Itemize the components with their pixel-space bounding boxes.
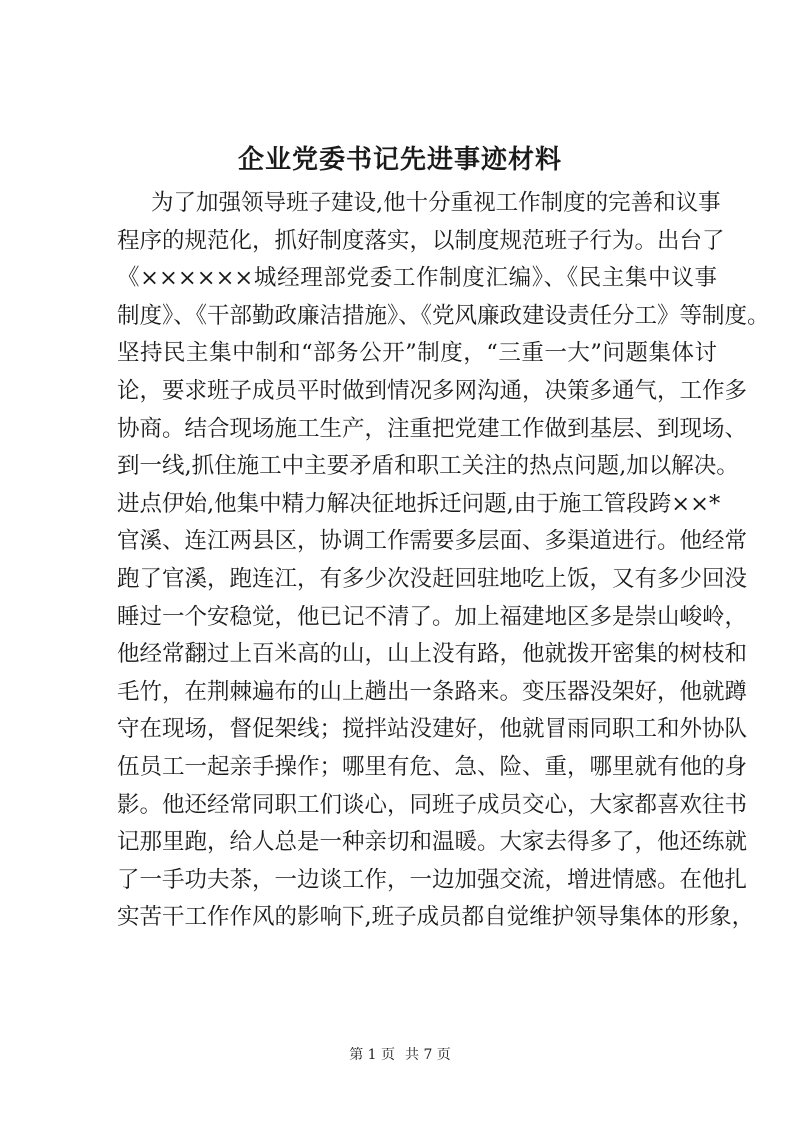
text-line: 协商。结合现场施工生产，注重把党建工作做到基层、到现场、 (117, 415, 748, 442)
text-line: 毛竹，在荆棘遍布的山上趟出一条路来。变压器没架好，他就蹲 (117, 678, 748, 705)
text-line: 守在现场，督促架线；搅拌站没建好，他就冒雨同职工和外协队 (117, 716, 748, 743)
text-line: 跑了官溪，跑连江，有多少次没赶回驻地吃上饭，又有多少回没 (117, 565, 748, 592)
text-line: 《××××××城经理部党委工作制度汇编》、《民主集中议事 (117, 265, 717, 292)
page-number: 第 1 页 (349, 1047, 395, 1063)
text-line: 官溪、连江两县区，协调工作需要多层面、多渠道进行。他经常 (117, 528, 748, 555)
page-total: 共 7 页 (405, 1047, 451, 1063)
text-line: 进点伊始,他集中精力解决征地拆迁问题,由于施工管段跨××* (117, 490, 721, 517)
text-line: 为了加强领导班子建设,他十分重视工作制度的完善和议事 (151, 190, 721, 216)
text-line: 程序的规范化，抓好制度落实，以制度规范班子行为。出台了 (117, 227, 725, 254)
text-line: 论，要求班子成员平时做到情况多网沟通，决策多通气，工作多 (117, 377, 748, 404)
text-line: 伍员工一起亲手操作；哪里有危、急、险、重，哪里就有他的身 (117, 753, 748, 780)
text-line: 他经常翻过上百米高的山，山上没有路，他就拨开密集的树枝和 (117, 641, 748, 668)
text-line: 影。他还经常同职工们谈心，同班子成员交心，大家都喜欢往书 (117, 791, 748, 818)
text-line: 了一手功夫茶，一边谈工作，一边加强交流，增进情感。在他扎 (117, 866, 748, 893)
text-line: 到一线,抓住施工中主要矛盾和职工关注的热点问题,加以解决。 (117, 453, 739, 480)
text-line: 坚持民主集中制和“部务公开”制度，“三重一大”问题集体讨 (117, 340, 717, 367)
document-title: 企业党委书记先进事迹材料 (237, 145, 562, 175)
text-line: 实苦干工作作风的影响下,班子成员都自觉维护领导集体的形象， (117, 904, 755, 931)
page-footer (0, 1045, 800, 1065)
text-line: 制度》、《干部勤政廉洁措施》、《党风廉政建设责任分工》等制度。 (117, 302, 770, 329)
text-line: 睡过一个安稳觉，他已记不清了。加上福建地区多是崇山峻岭， (117, 603, 748, 630)
body-paragraph (117, 185, 770, 937)
text-line: 记那里跑，给人总是一种亲切和温暖。大家去得多了，他还练就 (117, 829, 748, 856)
